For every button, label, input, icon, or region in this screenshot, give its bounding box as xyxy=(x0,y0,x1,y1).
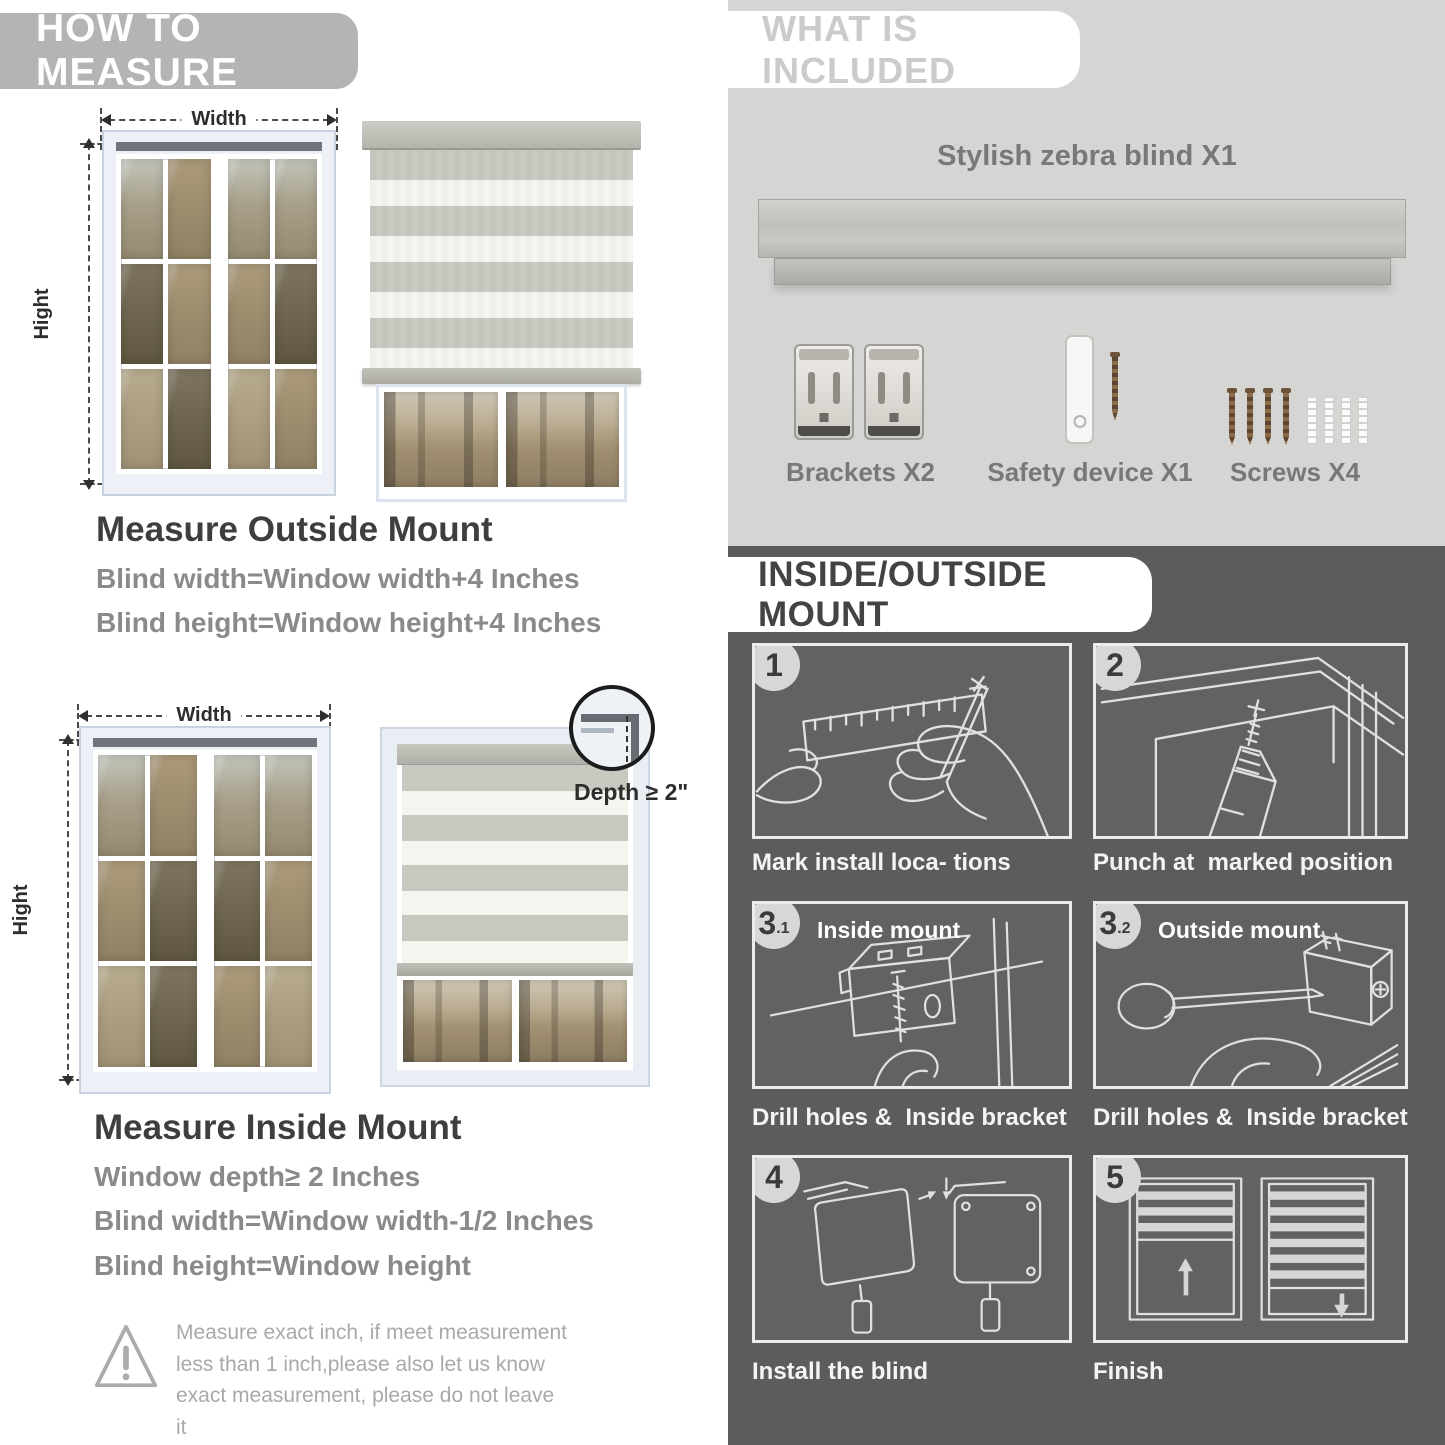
blind-headrail-lip xyxy=(774,258,1391,285)
blind-bottom-rail xyxy=(362,368,641,384)
outside-mount-line1: Blind width=Window width+4 Inches xyxy=(96,563,580,594)
inside-mount-line3: Blind height=Window height xyxy=(94,1250,471,1281)
outside-mount-title: Measure Outside Mount xyxy=(96,510,493,549)
screw-image xyxy=(1245,388,1255,445)
safety-device-image xyxy=(1065,335,1094,444)
screw-image xyxy=(1227,388,1237,445)
arrow-left-icon xyxy=(101,114,111,126)
step-number-badge: 4 xyxy=(752,1155,800,1203)
arrow-up-icon xyxy=(62,734,74,744)
step-3-2-title: Outside mount xyxy=(1158,917,1321,943)
screw-image xyxy=(1263,388,1273,445)
step-number-badge: 2 xyxy=(1093,643,1141,691)
window-doors xyxy=(116,154,322,474)
step-1-panel xyxy=(752,643,1072,839)
arrow-right-icon xyxy=(327,114,337,126)
wall-anchor-image xyxy=(1307,397,1317,444)
step-4-panel xyxy=(752,1155,1072,1343)
window-illustration xyxy=(79,726,331,1094)
window-illustration xyxy=(102,130,336,496)
inside-outside-mount-header: INSIDE/OUTSIDE MOUNT xyxy=(728,557,1152,632)
step-2-caption: Punch at marked position xyxy=(1093,849,1394,876)
step-3-1-title: Inside mount xyxy=(817,917,961,943)
what-is-included-header: WHAT IS INCLUDED xyxy=(728,11,1080,88)
step-4-caption: Install the blind xyxy=(752,1358,929,1385)
depth-zoom-circle xyxy=(569,685,655,771)
arrow-left-icon xyxy=(78,710,88,722)
blind-headrail-image xyxy=(758,199,1406,258)
step-1-caption: Mark install loca- tions xyxy=(752,849,1011,876)
arrow-up-icon xyxy=(83,138,95,148)
warning-text: Measure exact inch, if meet measurement less than 1 inch,please also let us know exact measurement, please do not leave it xyxy=(176,1321,568,1439)
width-label: Width xyxy=(181,108,256,131)
inside-mount-line1: Window depth≥ 2 Inches xyxy=(94,1161,421,1192)
window-door xyxy=(223,154,323,474)
arrow-down-icon xyxy=(83,480,95,490)
bracket-image xyxy=(864,344,924,440)
step-3-1-caption: Drill holes & Inside bracket xyxy=(752,1104,1067,1131)
window-door xyxy=(116,154,216,474)
product-label: Stylish zebra blind X1 xyxy=(937,140,1237,172)
arrow-right-icon xyxy=(320,710,330,722)
step-3-2-caption: Drill holes & Inside bracket xyxy=(1093,1104,1408,1131)
window-below-blind xyxy=(397,976,633,1070)
window-track xyxy=(116,142,322,151)
wall-anchor-image xyxy=(1341,397,1351,444)
width-label: Width xyxy=(166,704,241,727)
screws-label: Screws X4 xyxy=(1229,457,1361,487)
wall-anchor-image xyxy=(1324,397,1334,444)
arrow-down-icon xyxy=(62,1076,74,1086)
step-number-badge: 3 .2 xyxy=(1093,901,1141,949)
blind-bottom-rail xyxy=(397,963,633,976)
inside-height-dimension xyxy=(9,734,77,1086)
step-5-caption: Finish xyxy=(1093,1358,1164,1385)
step2-illustration xyxy=(1096,646,1405,836)
wall-anchor-image xyxy=(1358,397,1368,444)
what-is-included-panel xyxy=(728,0,1445,546)
window-below-blind xyxy=(376,384,627,502)
screw-image xyxy=(1281,388,1291,445)
step-3-2-panel xyxy=(1093,901,1408,1089)
bracket-image xyxy=(794,344,854,440)
dimension-line xyxy=(88,144,90,484)
mount-instructions-panel xyxy=(728,546,1445,1445)
screw-image xyxy=(1110,352,1120,421)
safety-device-label: Safety device X1 xyxy=(987,457,1193,487)
step-number-badge: 1 xyxy=(752,643,800,691)
step-number-badge: 3 .1 xyxy=(752,901,800,949)
inside-mount-line2: Blind width=Window width-1/2 Inches xyxy=(94,1205,594,1236)
brackets-label: Brackets X2 xyxy=(786,457,935,487)
step5-illustration xyxy=(1096,1158,1405,1340)
depth-label: Depth ≥ 2" xyxy=(574,779,689,805)
how-to-measure-header: HOW TO MEASURE xyxy=(0,13,358,89)
outside-mount-blind-illustration xyxy=(362,121,641,502)
step-3-1-panel xyxy=(752,901,1072,1089)
step-5-panel xyxy=(1093,1155,1408,1343)
step-2-panel xyxy=(1093,643,1408,839)
outside-height-dimension xyxy=(30,138,98,490)
warning-triangle-icon xyxy=(93,1320,159,1394)
blind-fabric xyxy=(370,150,633,368)
inside-mount-title: Measure Inside Mount xyxy=(94,1108,462,1147)
step-number-badge: 5 xyxy=(1093,1155,1141,1203)
blind-cassette xyxy=(362,121,641,150)
outside-mount-line2: Blind height=Window height+4 Inches xyxy=(96,607,602,638)
step1-illustration xyxy=(755,646,1069,836)
step4-illustration xyxy=(755,1158,1069,1340)
height-label: Hight xyxy=(31,280,54,347)
height-label: Hight xyxy=(10,876,33,943)
